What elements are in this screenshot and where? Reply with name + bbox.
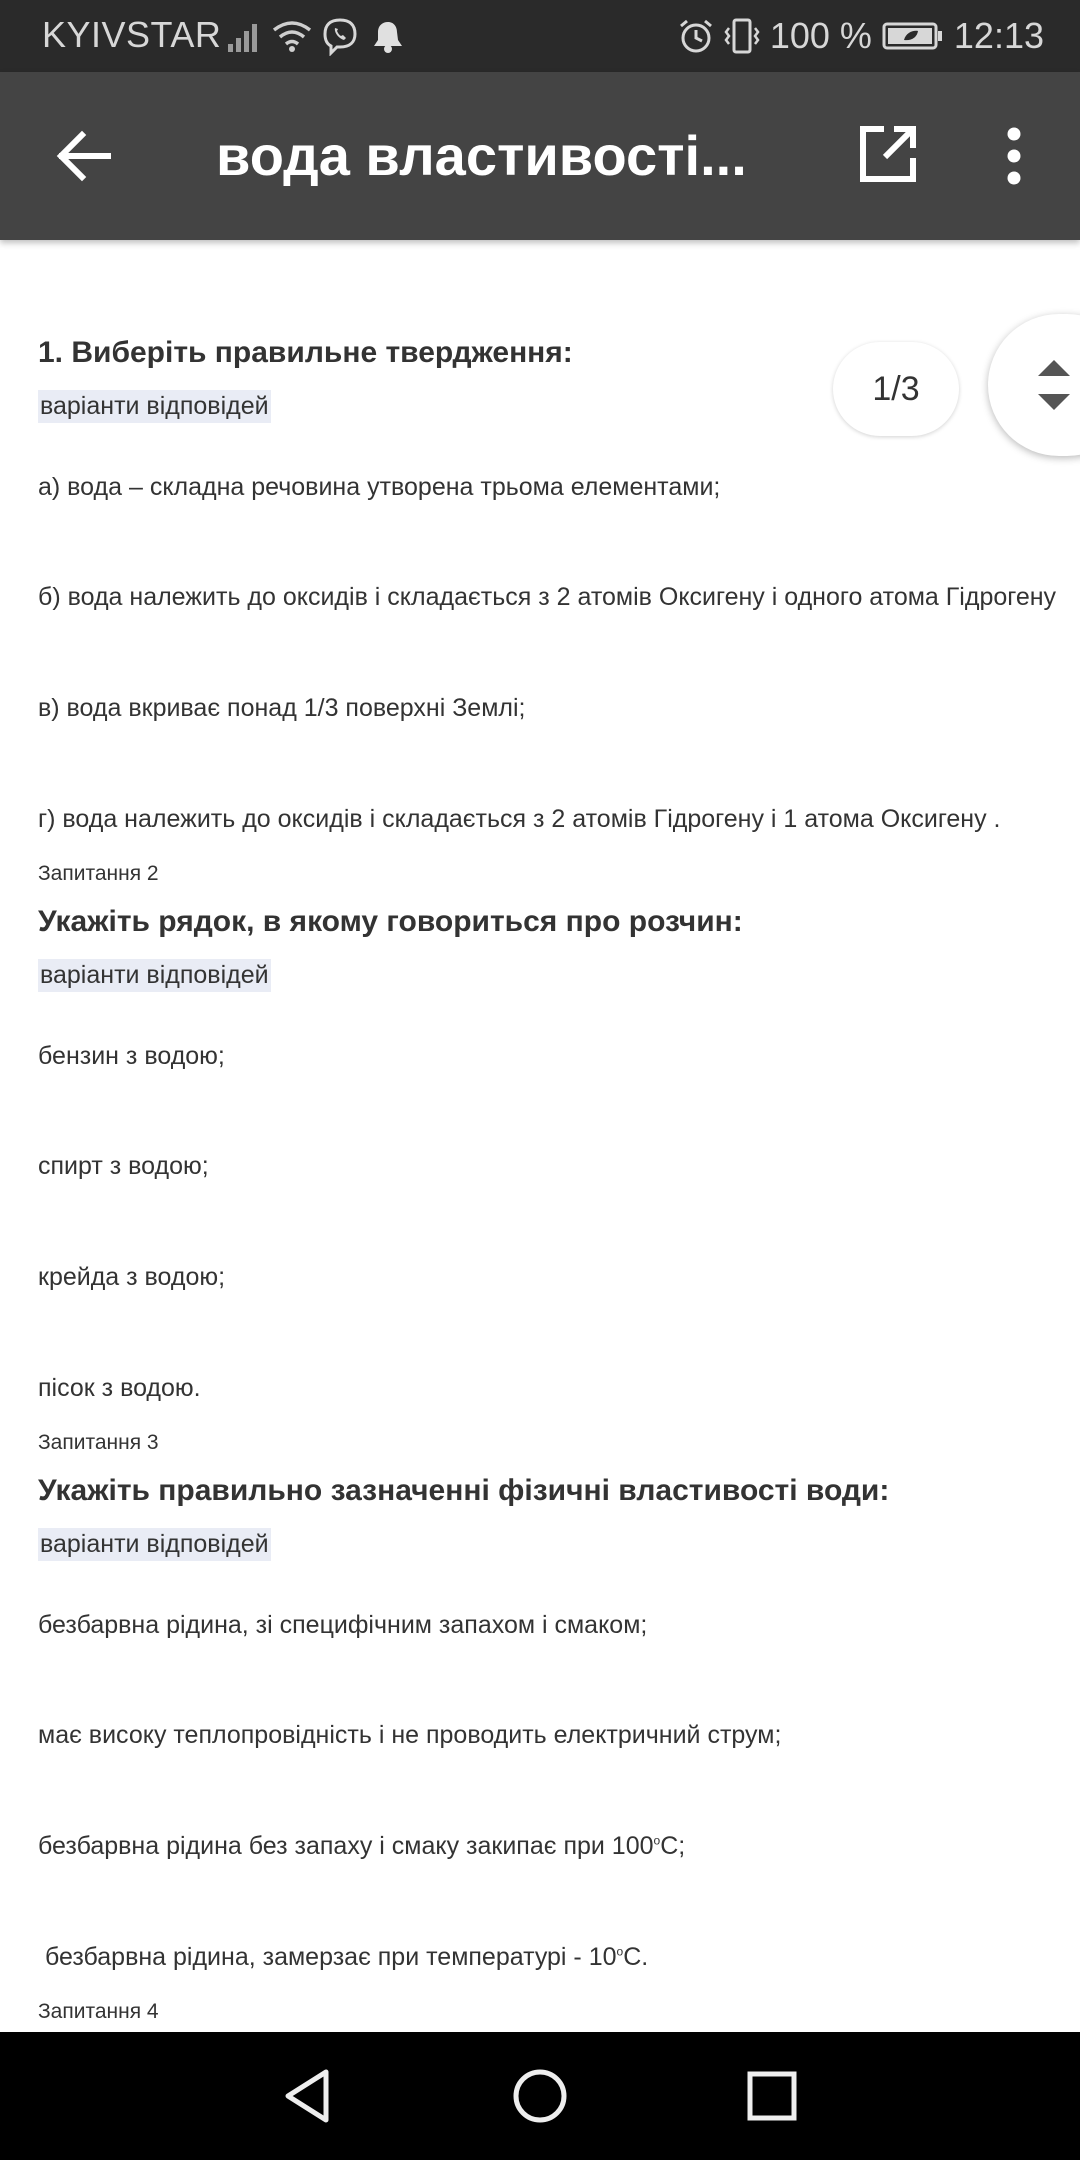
viber-icon <box>320 16 360 56</box>
question-3-option-4[interactable] <box>38 1943 648 1972</box>
scroll-up-down-icon <box>1036 356 1072 414</box>
open-in-new-icon <box>858 124 918 184</box>
signal-icon <box>226 18 264 54</box>
question-3-text: Укажіть правильно зазначенні фізичні властивості води: <box>38 1474 890 1507</box>
alarm-icon <box>678 18 714 54</box>
question-1-text: 1. Виберіть правильне твердження: <box>38 336 573 369</box>
question-3-answers-label: варіанти відповідей <box>38 1528 271 1561</box>
question-1-option-d[interactable]: г) вода належить до оксидів і складається з 2 атомів Гідрогену і 1 атома Оксигену . <box>38 805 1001 833</box>
question-3-option-4-degree: о <box>616 1944 624 1959</box>
question-1-answers-label: варіанти відповідей <box>38 390 271 423</box>
question-3-option-3-text: безбарвна рідина без запаху і смаку закипає при 100 <box>38 1832 654 1860</box>
status-left-icons <box>226 14 406 58</box>
question-2-text: Укажіть рядок, в якому говориться про розчин: <box>38 905 743 938</box>
question-3-option-1[interactable]: безбарвна рідина, зі специфічним запахом і смаком; <box>38 1611 648 1639</box>
question-2-option-4[interactable]: пісок з водою. <box>38 1374 201 1402</box>
question-2-option-3[interactable]: крейда з водою; <box>38 1263 226 1291</box>
question-3-number: Запитання 3 <box>38 1431 159 1454</box>
app-bar <box>0 72 1080 240</box>
question-3-option-3-degree: о <box>653 1833 661 1848</box>
navigation-bar <box>0 2032 1080 2160</box>
home-circle-icon <box>510 2066 570 2126</box>
status-bar <box>0 0 1080 72</box>
status-right-group <box>678 14 1044 58</box>
clock: 12:13 <box>953 15 1044 56</box>
question-2-option-2[interactable]: спирт з водою; <box>38 1152 209 1180</box>
more-options-button[interactable] <box>996 126 1032 186</box>
question-1-option-c[interactable]: в) вода вкриває понад 1/3 поверхні Землі; <box>38 694 526 722</box>
back-button[interactable] <box>52 124 116 188</box>
question-3-option-2[interactable]: має високу теплопровідність і не проводить електричний струм; <box>38 1721 782 1749</box>
wifi-icon <box>270 18 314 54</box>
vibrate-icon <box>724 16 760 56</box>
quiz-content[interactable] <box>38 240 1080 2032</box>
question-4-number: Запитання 4 <box>38 2000 159 2023</box>
recents-square-icon <box>742 2066 802 2126</box>
question-3-option-4-text: безбарвна рідина, замерзає при температурі - 10 <box>38 1943 617 1971</box>
question-2-number: Запитання 2 <box>38 862 159 885</box>
question-3-option-4-unit: С. <box>623 1943 649 1971</box>
battery-icon <box>882 20 944 52</box>
nav-recents-button[interactable] <box>742 2066 802 2126</box>
back-arrow-icon <box>52 124 116 188</box>
more-vert-icon <box>996 126 1032 186</box>
question-3-option-3[interactable] <box>38 1832 685 1861</box>
carrier-name: KYIVSTAR <box>42 14 222 55</box>
page-title: вода властивості... <box>216 125 747 187</box>
nav-back-button[interactable] <box>278 2066 338 2126</box>
question-3-option-3-unit: С; <box>660 1832 686 1860</box>
open-in-browser-button[interactable] <box>858 124 918 184</box>
question-2-option-1[interactable]: бензин з водою; <box>38 1042 225 1070</box>
page-indicator: 1/3 <box>833 342 959 436</box>
notification-bell-icon <box>366 16 406 56</box>
nav-home-button[interactable] <box>510 2066 570 2126</box>
question-1-option-a[interactable]: а) вода – складна речовина утворена трьома елементами; <box>38 473 721 501</box>
back-triangle-icon <box>278 2066 338 2126</box>
question-1-option-b[interactable]: б) вода належить до оксидів і складається з 2 атомів Оксигену і одного атома Гідрогену <box>38 583 1057 611</box>
question-2-answers-label: варіанти відповідей <box>38 959 271 992</box>
battery-percent: 100 % <box>769 15 872 56</box>
